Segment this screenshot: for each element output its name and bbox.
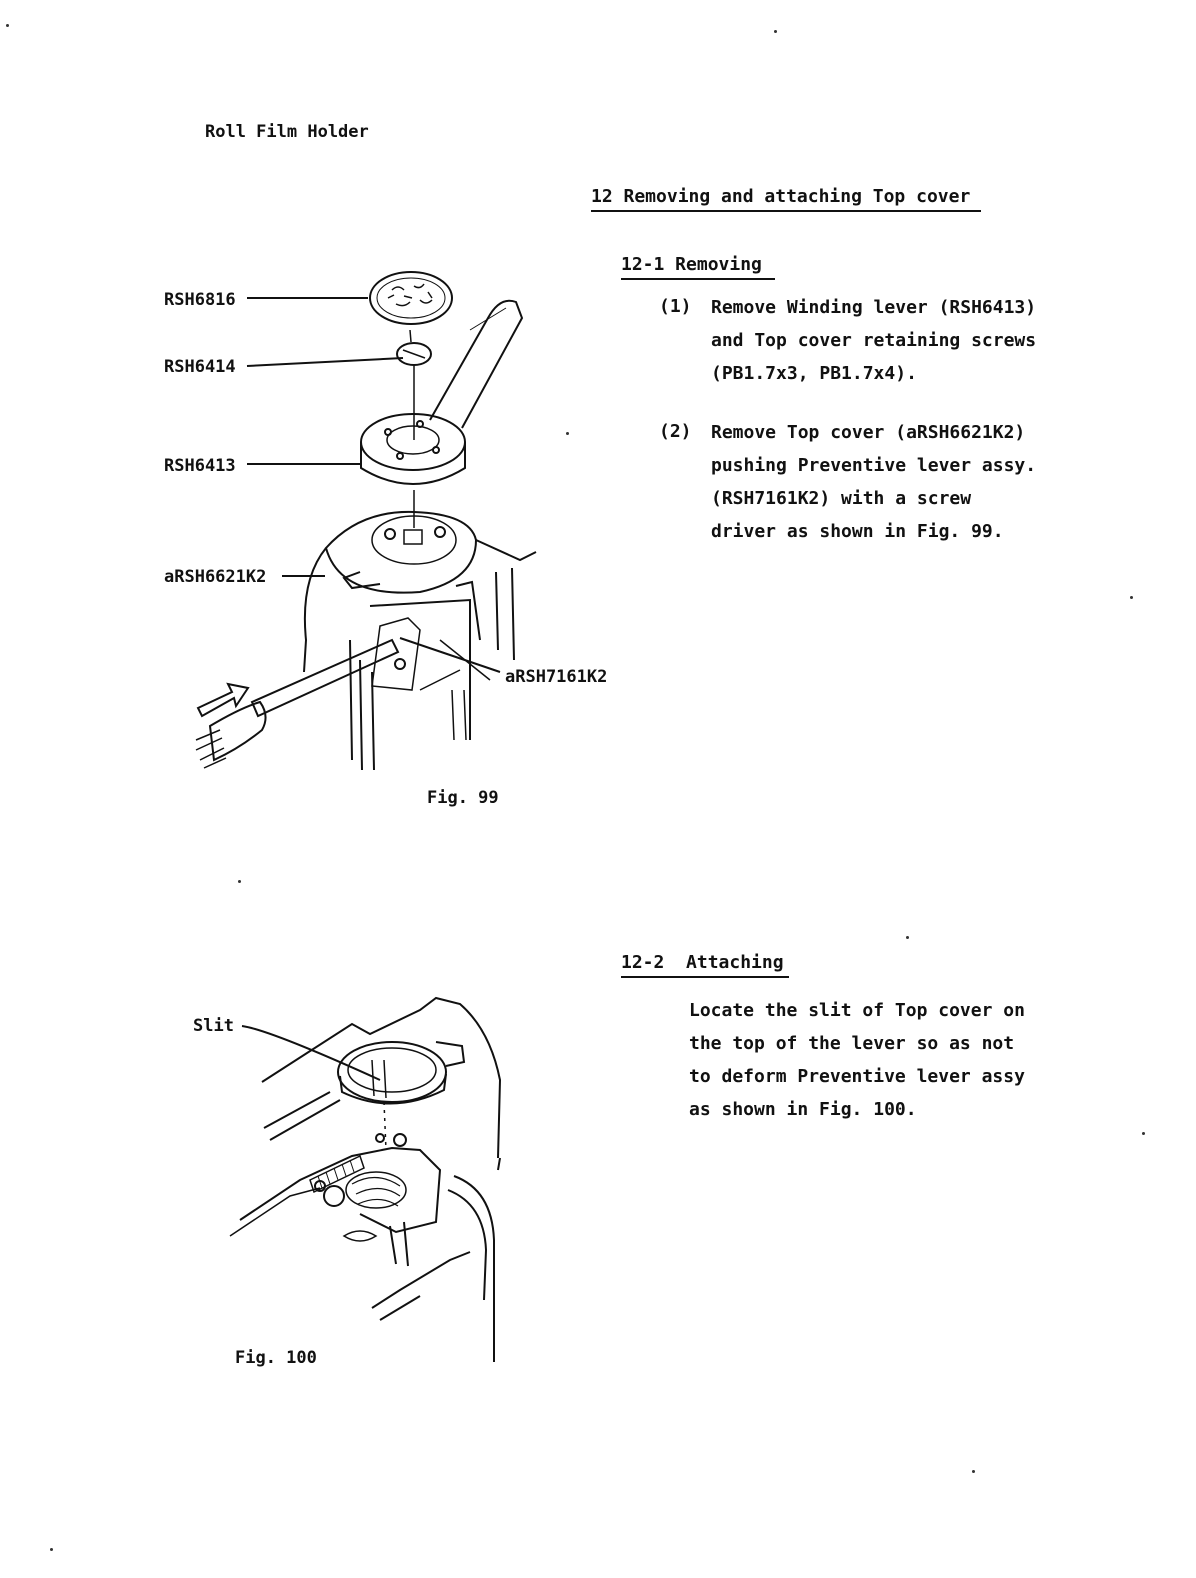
speck (50, 1548, 53, 1551)
step-1-number: (1) (659, 296, 692, 317)
speck (1142, 1132, 1145, 1135)
top-cover-ring (338, 1042, 446, 1102)
mechanism (240, 1148, 440, 1232)
page-title: Roll Film Holder (205, 122, 369, 142)
step-2-number: (2) (659, 421, 692, 442)
fig99-caption: Fig. 99 (427, 788, 499, 808)
body-casing (454, 1158, 500, 1362)
label-rsh6414: RSH6414 (164, 357, 236, 377)
step-2-text: Remove Top cover (aRSH6621K2) pushing Preventive lever assy. (RSH7161K2) with a screw driver as shown in Fig. 99. (711, 422, 1037, 542)
fig100-caption: Fig. 100 (235, 1348, 317, 1368)
label-rsh6816: RSH6816 (164, 290, 236, 310)
speck (906, 936, 909, 939)
attaching-heading: 12-2 Attaching (621, 952, 789, 978)
speck (1130, 596, 1133, 599)
label-arsh7161k2: aRSH7161K2 (505, 667, 608, 687)
label-slit: Slit (193, 1016, 234, 1036)
speck (238, 880, 241, 883)
step-1-text: Remove Winding lever (RSH6413) and Top cover retaining screws (PB1.7x3, PB1.7x4). (711, 297, 1037, 384)
label-rsh6413: RSH6413 (164, 456, 236, 476)
attaching-text: Locate the slit of Top cover on the top of the lever so as not to deform Preventive lever assy as shown in Fig. 100. (689, 1000, 1025, 1120)
section-heading: 12 Removing and attaching Top cover (591, 186, 981, 212)
leader-slit (242, 1026, 380, 1080)
speck (566, 432, 569, 435)
speck (6, 24, 9, 27)
removing-heading: 12-1 Removing (621, 254, 775, 280)
speck (774, 30, 777, 33)
speck (972, 1470, 975, 1473)
label-arsh6621k2: aRSH6621K2 (164, 567, 267, 587)
